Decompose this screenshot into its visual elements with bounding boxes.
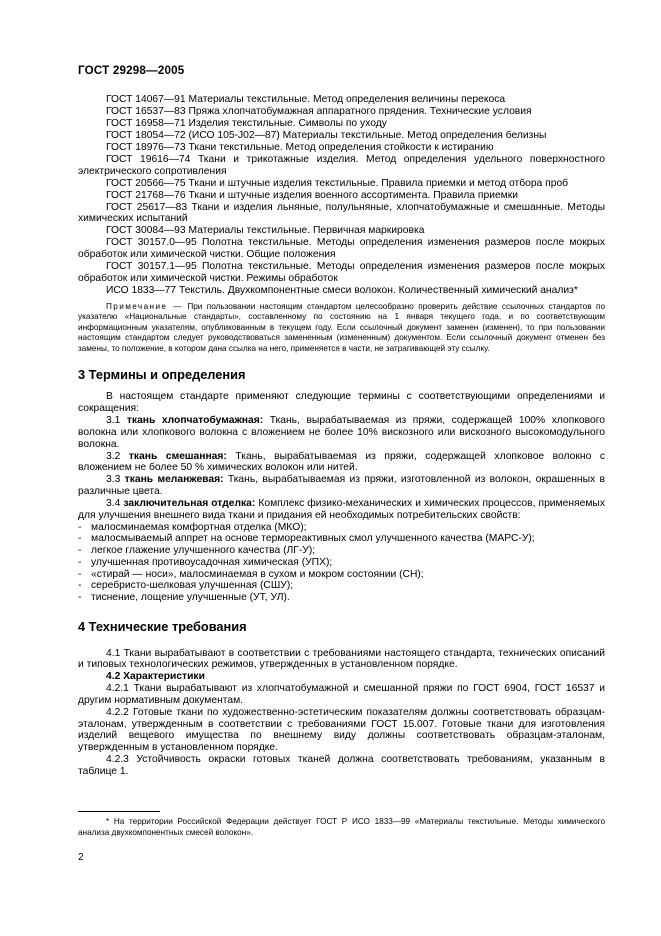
term-text: Ткань, вырабатываемая из пряжи, изготовленной из волокон, окрашенных в различные цвета. xyxy=(78,474,605,497)
term-definition xyxy=(78,451,605,474)
section-3-intro: В настоящем стандарте применяют следующие термины с соответствующими определениями и сокращения: xyxy=(78,391,605,415)
page-body xyxy=(78,94,605,778)
reference-item: ГОСТ 21768—76 Ткани и штучные изделия военного ассортимента. Правила приемки xyxy=(106,189,519,201)
term-text: Ткань, вырабатываемая из пряжи, содержащей хлопковое волокно с вложением не более 50 % химических волокон или нитей. xyxy=(78,450,605,474)
reference-item: ГОСТ 25617—83 Ткани и изделия льняные, полульняные, хлопчатобумажные и смешанные. Методы химических испытаний xyxy=(78,201,605,225)
reference-item: ГОСТ 18976—73 Ткани текстильные. Метод определения стойкости к истиранию xyxy=(106,142,494,153)
term-number: 3.4 xyxy=(106,498,121,509)
term-number: 3.2 xyxy=(106,450,121,462)
term-definition xyxy=(78,474,605,497)
section-4-title: 4 Технические требования xyxy=(78,618,247,634)
reference-item: ИСО 1833—77 Текстиль. Двухкомпонентные смеси волокон. Количественный химический анализ* xyxy=(106,284,578,296)
reference-item: ГОСТ 30157.1—95 Полотна текстильные. Методы определения изменения размеров после мокрых обработок или химической чистки. Режимы обработок xyxy=(78,261,605,284)
clause-4-2-1: 4.2.1 Ткани вырабатывают из хлопчатобумажной и смешанной пряжи по ГОСТ 6904, ГОСТ 16537 и другим нормативным документам. xyxy=(78,683,605,707)
term-name: ткань хлопчатобумажная: xyxy=(126,415,264,427)
list-item: - «стирай — носи», малосминаемая в сухом и мокром состоянии (СН); xyxy=(78,568,424,580)
term-text: Ткань, вырабатываемая из пряжи, содержащей 100% хлопкового волокна или хлопкового волокна с вложением не более 10% вискозного или вискозного высокомодульного волокна. xyxy=(78,415,605,450)
clause-4-2-3: 4.2.3 Устойчивость окраски готовых тканей должна соответствовать требованиям, указанным в таблице 1. xyxy=(78,754,605,777)
reference-item: ГОСТ 20566—75 Ткани и штучные изделия текстильные. Правила приемки и метод отбора проб xyxy=(106,177,569,189)
term-text: Комплекс физико-механических и химических процессов, применяемых для улучшения внешнего вида ткани и придания ей необходимых потребительских свойств: xyxy=(78,498,605,521)
term-name: заключительная отделка: xyxy=(123,498,256,509)
list-item: - малосминаемая комфортная отделка (МКО); xyxy=(78,521,307,533)
list-item: - улучшенная противоусадочная химическая (УПХ); xyxy=(78,556,333,568)
list-item: - легкое глажение улучшенного качества (ЛГ-У); xyxy=(78,545,316,557)
note-label: Примечание — xyxy=(106,301,183,311)
document-header: ГОСТ 29298—2005 xyxy=(78,64,185,77)
reference-item: ГОСТ 30157.0—95 Полотна текстильные. Методы определения изменения размеров после мокрых обработок или химической чистки. Общие положения xyxy=(78,237,605,261)
footnote-divider xyxy=(78,811,160,812)
list-item: - тиснение, лощение улучшенные (УТ, УЛ). xyxy=(78,591,290,603)
reference-item: ГОСТ 16958—71 Изделия текстильные. Символы по уходу xyxy=(106,118,387,129)
term-definition xyxy=(78,498,605,521)
clause-4-2-2: 4.2.2 Готовые ткани по художественно-эстетическим показателям должны соответствовать образцам-эталонам, утвержденным в соответствии с требованиями ГОСТ 15.007. Готовые ткани для изготовления изделий вещевого имущества по внешнему виду должны соответствовать образцам-эталонам, утвержденным в установленном порядке. xyxy=(78,707,605,754)
finishing-types-list xyxy=(78,522,605,604)
term-number: 3.1 xyxy=(106,415,121,427)
term-definition xyxy=(78,415,605,450)
term-number: 3.3 xyxy=(106,474,121,486)
list-item: - малосмываемый аппрет на основе термореактивных смол улучшенного качества (МАРС-У); xyxy=(78,533,535,545)
reference-item: ГОСТ 18054—72 (ИСО 105-J02—87) Материалы текстильные. Метод определения белизны xyxy=(106,130,547,141)
note-text: При пользовании настоящим стандартом целесообразно проверить действие ссылочных стандартов по указателю «Национальные стандарты», составленному по состоянию на 1 января текущего года, и по соответствующим информационным указателям, опубликованным в текущем году. Если ссылочный документ заменен (изменен), то при пользовании настоящим стандартом следует руководствоваться замененным (измененным) документом. Если ссылочный документ отменен без замены, то положение, в котором дана ссылка на него, применяется в части, не затрагивающей эту ссылку. xyxy=(78,301,606,353)
term-name: ткань смешанная: xyxy=(128,450,227,462)
reference-item: ГОСТ 30084—93 Материалы текстильные. Первичная маркировка xyxy=(106,225,425,237)
reference-item: ГОСТ 19616—74 Ткани и трикотажные изделия. Метод определения удельного поверхностного электрического сопротивления xyxy=(78,154,605,177)
reference-item: ГОСТ 14067—91 Материалы текстильные. Метод определения величины перекоса xyxy=(106,94,506,105)
section-3-title: 3 Термины и определения xyxy=(78,367,246,383)
term-name: ткань меланжевая: xyxy=(124,474,224,486)
page-number: 2 xyxy=(78,852,84,863)
reference-item: ГОСТ 16537—83 Пряжа хлопчатобумажная аппаратного прядения. Технические условия xyxy=(106,106,532,117)
clause-4-1: 4.1 Ткани вырабатывают в соответствии с требованиями настоящего стандарта, технических описаний и типовых технологических режимов, утвержденных в установленном порядке. xyxy=(78,647,605,671)
footnote: * На территории Российской Федерации действует ГОСТ Р ИСО 1833—99 «Материалы текстильные. Методы химического анализа двухкомпонентных смесей волокон». xyxy=(78,817,605,837)
list-item: - серебристо-шелковая улучшенная (СШУ); xyxy=(78,580,294,592)
references-list xyxy=(78,94,605,297)
note-paragraph xyxy=(78,302,605,355)
clause-4-2-title: 4.2 Характеристики xyxy=(106,671,205,683)
